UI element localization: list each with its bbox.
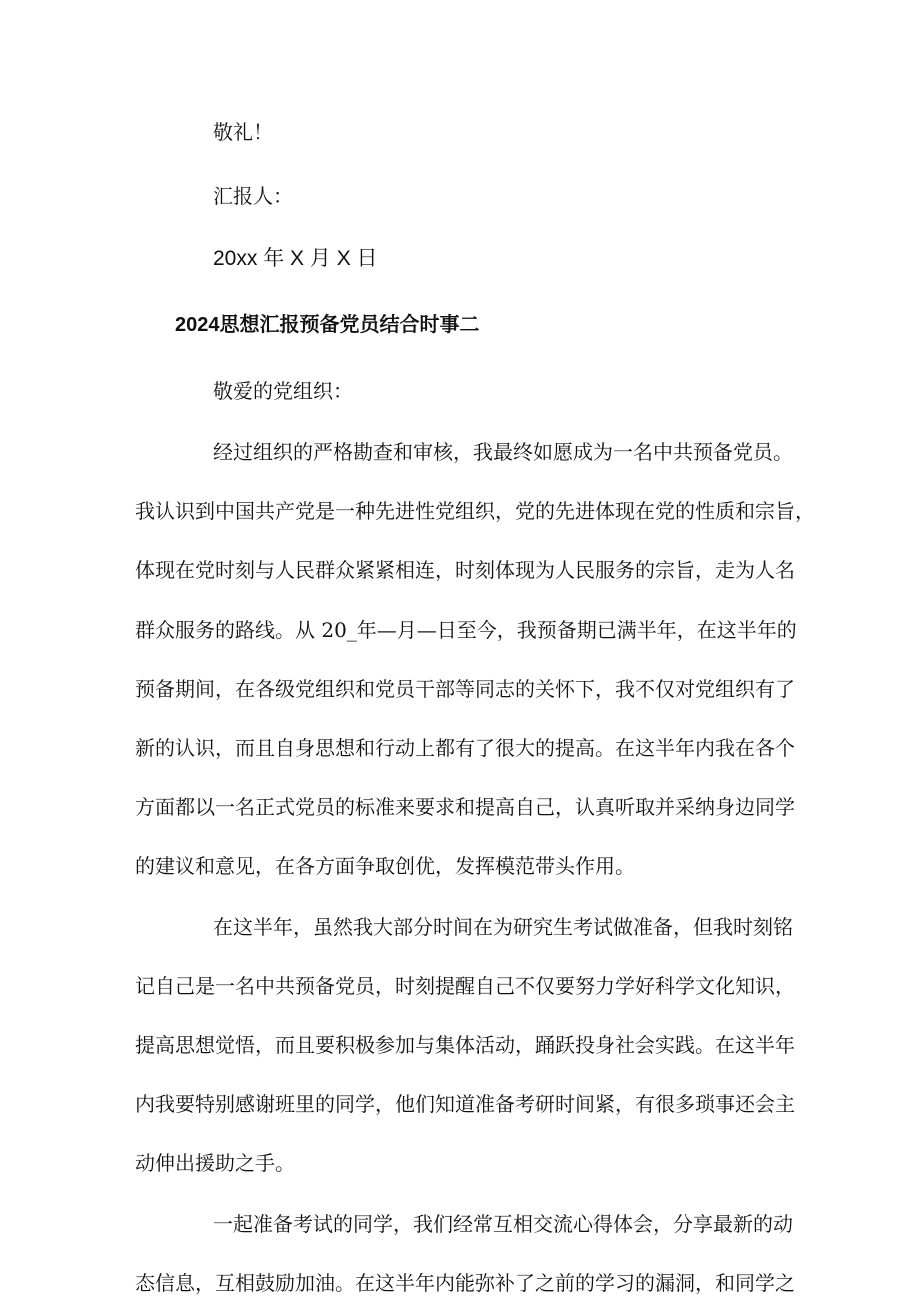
paragraph-line: 记自己是一名中共预备党员，时刻提醒自己不仅要努力学好科学文化知识， bbox=[135, 974, 795, 998]
paragraph-line: 方面都以一名正式党员的标准来要求和提高自己，认真听取并采纳身边同学 bbox=[135, 795, 795, 819]
greeting: 敬爱的党组织： bbox=[213, 379, 353, 403]
section-title-year: 2024 bbox=[175, 314, 220, 336]
paragraph-line: 群众服务的路线。从 20_年—月—日至今，我预备期已满半年，在这半年的 bbox=[135, 618, 797, 642]
paragraph-line: 提高思想觉悟，而且要积极参加与集体活动，踊跃投身社会实践。在这半年 bbox=[135, 1033, 795, 1057]
paragraph-line: 态信息，互相鼓励加油。在这半年内能弥补了之前的学习的漏洞，和同学之 bbox=[135, 1271, 795, 1295]
report-date: 20xx 年 X 月 X 日 bbox=[213, 247, 378, 270]
closing-salutation: 敬礼！ bbox=[213, 120, 273, 144]
paragraph-line: 的建议和意见，在各方面争取创优，发挥模范带头作用。 bbox=[135, 854, 635, 878]
paragraph-line: 体现在党时刻与人民群众紧紧相连，时刻体现为人民服务的宗旨，走为人名 bbox=[135, 558, 795, 582]
reporter-label: 汇报人： bbox=[213, 184, 293, 208]
paragraph-line: 我认识到中国共产党是一种先进性党组织，党的先进体现在党的性质和宗旨， bbox=[135, 499, 815, 523]
paragraph-line: 新的认识，而且自身思想和行动上都有了很大的提高。在这半年内我在各个 bbox=[135, 736, 795, 760]
section-title-text: 思想汇报预备党员结合时事二 bbox=[219, 312, 480, 336]
paragraph-line: 在这半年，虽然我大部分时间在为研究生考试做准备，但我时刻铭 bbox=[213, 915, 793, 939]
section-title bbox=[175, 310, 480, 339]
paragraph-line: 经过组织的严格勘查和审核，我最终如愿成为一名中共预备党员。 bbox=[213, 440, 793, 464]
paragraph-line: 一起准备考试的同学，我们经常互相交流心得体会，分享最新的动 bbox=[213, 1212, 793, 1236]
paragraph-line: 内我要特别感谢班里的同学，他们知道准备考研时间紧，有很多琐事还会主 bbox=[135, 1092, 795, 1116]
paragraph-line: 动伸出援助之手。 bbox=[135, 1151, 295, 1175]
paragraph-line: 预备期间，在各级党组织和党员干部等同志的关怀下，我不仅对党组织有了 bbox=[135, 677, 795, 701]
